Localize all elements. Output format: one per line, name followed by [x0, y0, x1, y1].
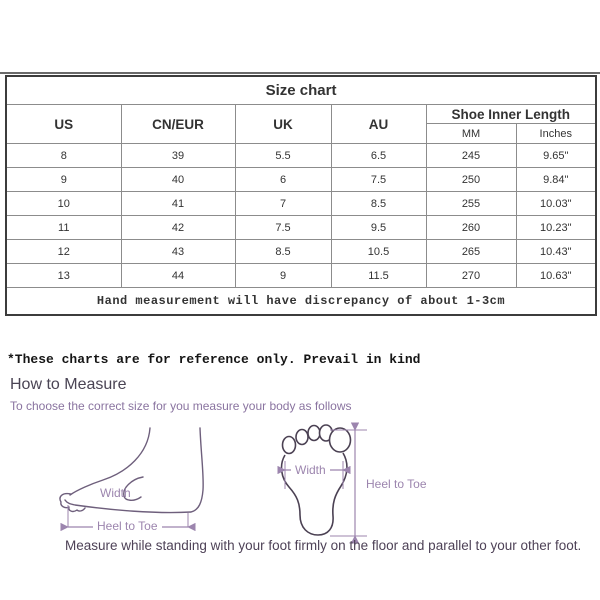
table-cell: 7 — [235, 192, 331, 216]
table-cell: 8 — [6, 144, 121, 168]
table-row — [6, 240, 596, 264]
table-cell: 39 — [121, 144, 235, 168]
heel-to-toe-label-top: Heel to Toe — [366, 477, 427, 491]
reference-note: *These charts are for reference only. Prevail in kind — [7, 352, 421, 367]
table-cell: 250 — [426, 168, 516, 192]
table-cell: 265 — [426, 240, 516, 264]
table-cell: 11.5 — [331, 264, 426, 288]
subcolumn-mm: MM — [426, 124, 516, 144]
table-cell: 6 — [235, 168, 331, 192]
table-cell: 7.5 — [331, 168, 426, 192]
column-header-us: US — [6, 105, 121, 144]
measure-instruction: Measure while standing with your foot firmly on the floor and parallel to your other foot. — [65, 538, 582, 553]
table-cell: 12 — [6, 240, 121, 264]
table-cell: 5.5 — [235, 144, 331, 168]
table-header-row — [6, 105, 596, 124]
table-row — [6, 144, 596, 168]
column-header-uk: UK — [235, 105, 331, 144]
table-row — [6, 192, 596, 216]
foot-side-view-diagram — [55, 420, 270, 540]
table-cell: 40 — [121, 168, 235, 192]
table-cell: 42 — [121, 216, 235, 240]
size-chart-title: Size chart — [6, 76, 596, 105]
table-cell: 9 — [235, 264, 331, 288]
column-header-au: AU — [331, 105, 426, 144]
table-title-row — [6, 76, 596, 105]
table-cell: 10.43" — [516, 240, 596, 264]
table-cell: 9 — [6, 168, 121, 192]
table-cell: 10 — [6, 192, 121, 216]
table-cell: 43 — [121, 240, 235, 264]
table-footnote-row — [6, 288, 596, 316]
table-row — [6, 264, 596, 288]
table-cell: 13 — [6, 264, 121, 288]
table-cell: 9.5 — [331, 216, 426, 240]
how-to-measure-subtitle: To choose the correct size for you measure your body as follows — [10, 399, 352, 413]
table-cell: 245 — [426, 144, 516, 168]
width-label-top: Width — [291, 463, 330, 477]
table-cell: 41 — [121, 192, 235, 216]
table-cell: 10.63" — [516, 264, 596, 288]
table-cell: 9.84" — [516, 168, 596, 192]
table-cell: 10.23" — [516, 216, 596, 240]
column-header-cn-eur: CN/EUR — [121, 105, 235, 144]
column-header-inner-length: Shoe Inner Length — [426, 105, 596, 124]
top-divider-line — [0, 72, 600, 74]
table-cell: 270 — [426, 264, 516, 288]
size-chart-table — [5, 75, 597, 316]
table-cell: 255 — [426, 192, 516, 216]
table-cell: 7.5 — [235, 216, 331, 240]
table-cell: 8.5 — [331, 192, 426, 216]
subcolumn-inches: Inches — [516, 124, 596, 144]
table-cell: 9.65" — [516, 144, 596, 168]
table-cell: 8.5 — [235, 240, 331, 264]
width-label-side: Width — [100, 486, 131, 500]
table-row — [6, 216, 596, 240]
table-cell: 10.5 — [331, 240, 426, 264]
footprint-top-view-diagram — [275, 423, 455, 541]
table-row — [6, 168, 596, 192]
table-cell: 44 — [121, 264, 235, 288]
table-footnote: Hand measurement will have discrepancy of about 1-3cm — [6, 288, 596, 316]
table-cell: 6.5 — [331, 144, 426, 168]
how-to-measure-heading: How to Measure — [10, 376, 127, 393]
heel-to-toe-label-side: Heel to Toe — [93, 519, 162, 533]
table-cell: 10.03" — [516, 192, 596, 216]
table-cell: 11 — [6, 216, 121, 240]
table-cell: 260 — [426, 216, 516, 240]
